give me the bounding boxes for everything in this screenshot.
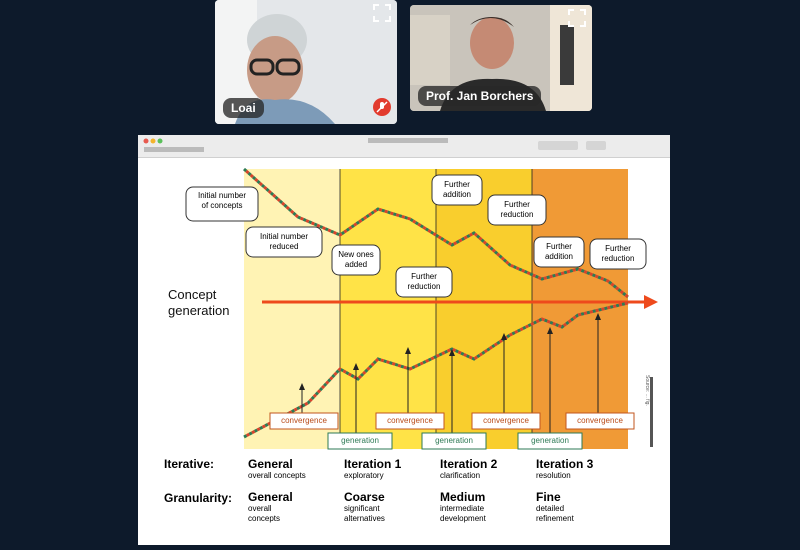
callout-reduced-text: Initial number reduced [259, 232, 309, 251]
mic-muted-icon [373, 98, 391, 116]
iter-title: Iteration 2 [440, 457, 498, 471]
callout-further-reduction-2-text: Further reduction [500, 200, 534, 219]
iter-sub: overall concepts [248, 471, 306, 480]
gran-sub: intermediate development [440, 504, 486, 523]
participant-name-loai: Loai [223, 98, 264, 118]
video-tile-loai[interactable] [215, 0, 397, 124]
convergence-label-1: convergence [281, 416, 327, 425]
gran-title: Medium [440, 490, 486, 504]
column-iteration3 [536, 457, 626, 524]
expand-icon[interactable] [566, 7, 588, 29]
gran-title: Fine [536, 490, 561, 504]
shared-screen [138, 135, 670, 545]
gran-title: General [248, 490, 293, 504]
close-window-icon [144, 139, 149, 144]
source-credit: Source: ... fig. [644, 375, 650, 406]
iter-title: General [248, 457, 293, 471]
iter-sub: clarification [440, 471, 481, 480]
iter-sub: exploratory [344, 471, 384, 480]
column-iteration2 [440, 457, 530, 524]
video-tile-jan-borchers[interactable] [410, 5, 592, 111]
callout-new-ones-text: New ones added [338, 250, 374, 269]
convergence-label-2: convergence [387, 416, 433, 425]
gran-sub: overall concepts [248, 504, 281, 523]
callout-further-addition-1-text: Further addition [442, 180, 472, 199]
gran-sub: detailed refinement [536, 504, 574, 523]
generation-label-1: generation [341, 436, 379, 445]
iter-title: Iteration 3 [536, 457, 594, 471]
generation-label-3: generation [531, 436, 569, 445]
minimize-window-icon [151, 139, 156, 144]
zoom-window-icon [158, 139, 163, 144]
iter-title: Iteration 1 [344, 457, 402, 471]
generation-label-2: generation [435, 436, 473, 445]
callout-further-reduction-3-text: Further reduction [601, 244, 635, 263]
convergence-label-4: convergence [577, 416, 623, 425]
callout-further-reduction-1-text: Further reduction [407, 272, 441, 291]
iter-sub: resolution [536, 471, 571, 480]
expand-icon[interactable] [371, 2, 393, 24]
concept-generation-label: Concept generation [168, 287, 230, 318]
main-arrow-head [644, 295, 658, 309]
viewer-toolbar [138, 135, 670, 158]
granularity-row-label: Granularity: [164, 491, 233, 505]
callout-further-addition-2-text: Further addition [544, 242, 574, 261]
iterative-row-label: Iterative: [164, 457, 215, 471]
column-general [248, 457, 338, 524]
callout-initial-text: Initial number of concepts [197, 191, 247, 210]
column-iteration1 [344, 457, 434, 524]
participant-name-jan-borchers: Prof. Jan Borchers [418, 86, 541, 106]
convergence-label-3: convergence [483, 416, 529, 425]
gran-title: Coarse [344, 490, 385, 504]
gran-sub: significant alternatives [344, 504, 385, 523]
